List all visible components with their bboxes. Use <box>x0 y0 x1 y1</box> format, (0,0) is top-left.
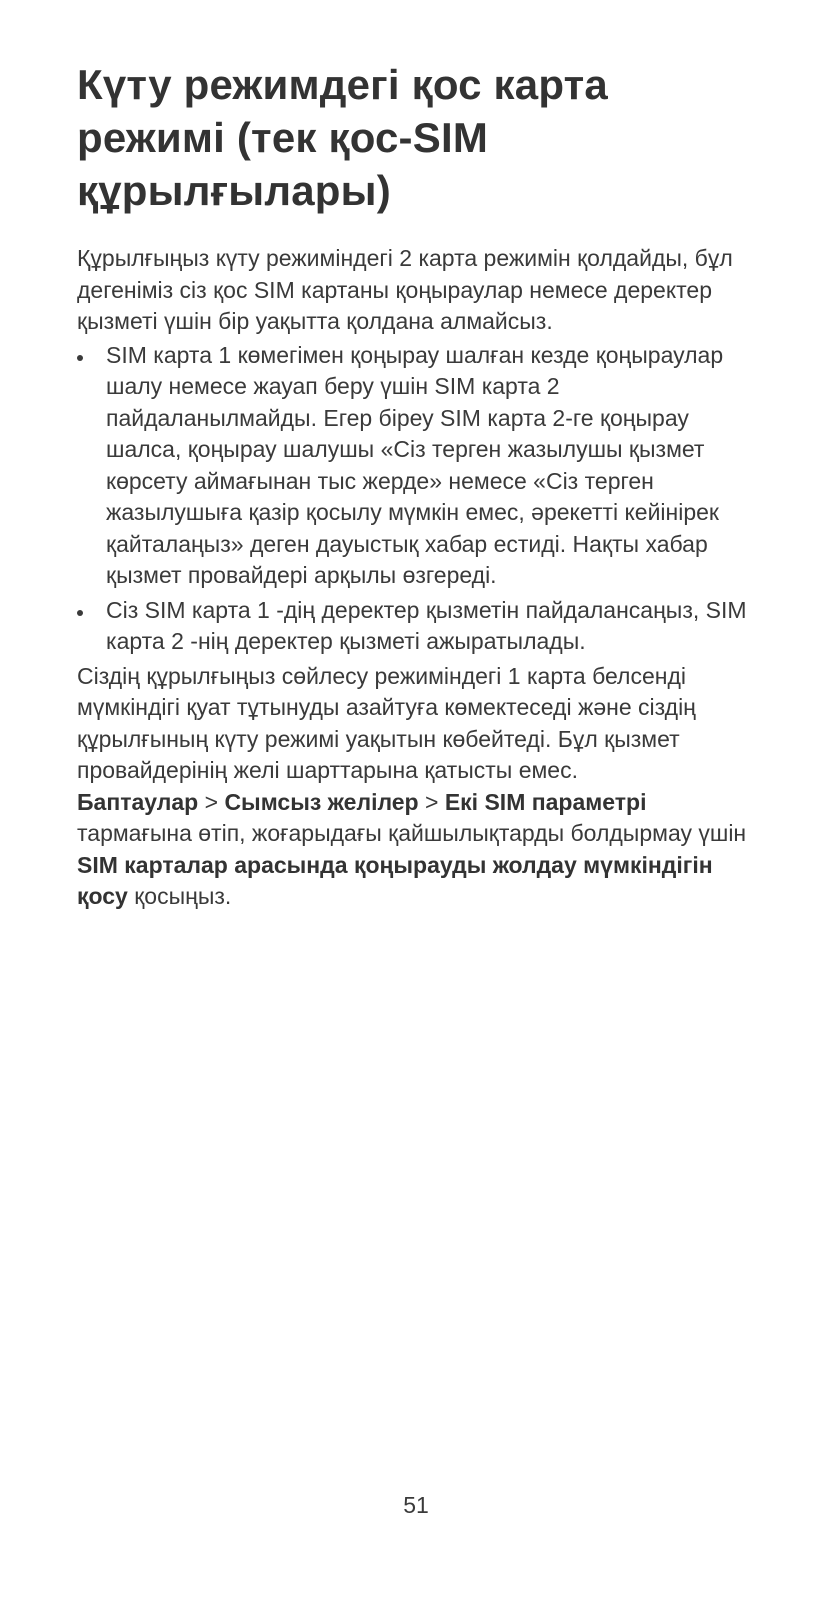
menu-separator: > <box>204 788 219 815</box>
menu-wireless-label: Сымсыз желілер <box>224 788 419 815</box>
instruction-text-mid: тармағына өтіп, жоғарыдағы қайшылықтарды болдырмау үшін <box>77 820 747 846</box>
bullet-item-1 <box>77 340 757 592</box>
power-saving-paragraph: Сіздің құрылғыңыз сөйлесу режиміндегі 1 карта белсенді мүмкіндігі қуат тұтынуды азайтуға көмектеседі және сіздің құрылғының күту режимі уақытын көбейтеді. Бұл қызмет провайдерінің желі шарттарына қатысты емес. <box>77 662 696 783</box>
bullet-item-2 <box>77 595 757 658</box>
intro-paragraph: Құрылғыңыз күту режиміндегі 2 карта режимін қолдайды, бұл дегеніміз сіз қос SIM картаны қоңыраулар немесе деректер қызметі үшін бір уақытта қолдана алмайсыз. <box>77 245 733 334</box>
document-page <box>77 58 757 913</box>
section-heading: Күту режимдегі қос карта режимі (тек қос-SIM құрылғылары) <box>77 61 608 214</box>
instruction-paragraph <box>77 787 757 913</box>
bullet-text-2: Сіз SIM карта 1 -дің деректер қызметін пайдалансаңыз, SIM карта 2 -нің деректер қызметі ажыратылады. <box>106 596 747 654</box>
call-forwarding-option-label: SIM карталар арасында қоңырауды жолдау мүмкіндігін қосу <box>77 851 713 909</box>
bullet-dot-icon <box>77 610 83 616</box>
instruction-text-end: қосыңыз. <box>134 883 232 909</box>
menu-settings-label: Баптаулар <box>77 788 199 815</box>
menu-dual-sim-label: Екі SIM параметрі <box>444 788 647 815</box>
menu-separator: > <box>425 788 439 815</box>
bullet-text-1: SIM карта 1 көмегімен қоңырау шалған кезде қоңыраулар шалу немесе жауап беру үшін SIM карта 2 пайдаланылмайды. Егер біреу SIM карта 2-ге қоңырау шалса, қоңырау шалушы «Сіз терген жазылушы қызмет көрсету аймағынан тыс жерде» немесе «Сіз терген жазылушыға қазір қосылу мүмкін емес, әрекетті кейінірек қайталаңыз» деген дауыстық хабар естиді. Нақты хабар қызмет провайдері арқылы өзгереді. <box>106 341 724 588</box>
bullet-list <box>77 340 757 658</box>
bullet-dot-icon <box>77 355 83 361</box>
page-number: 51 <box>403 1492 429 1518</box>
